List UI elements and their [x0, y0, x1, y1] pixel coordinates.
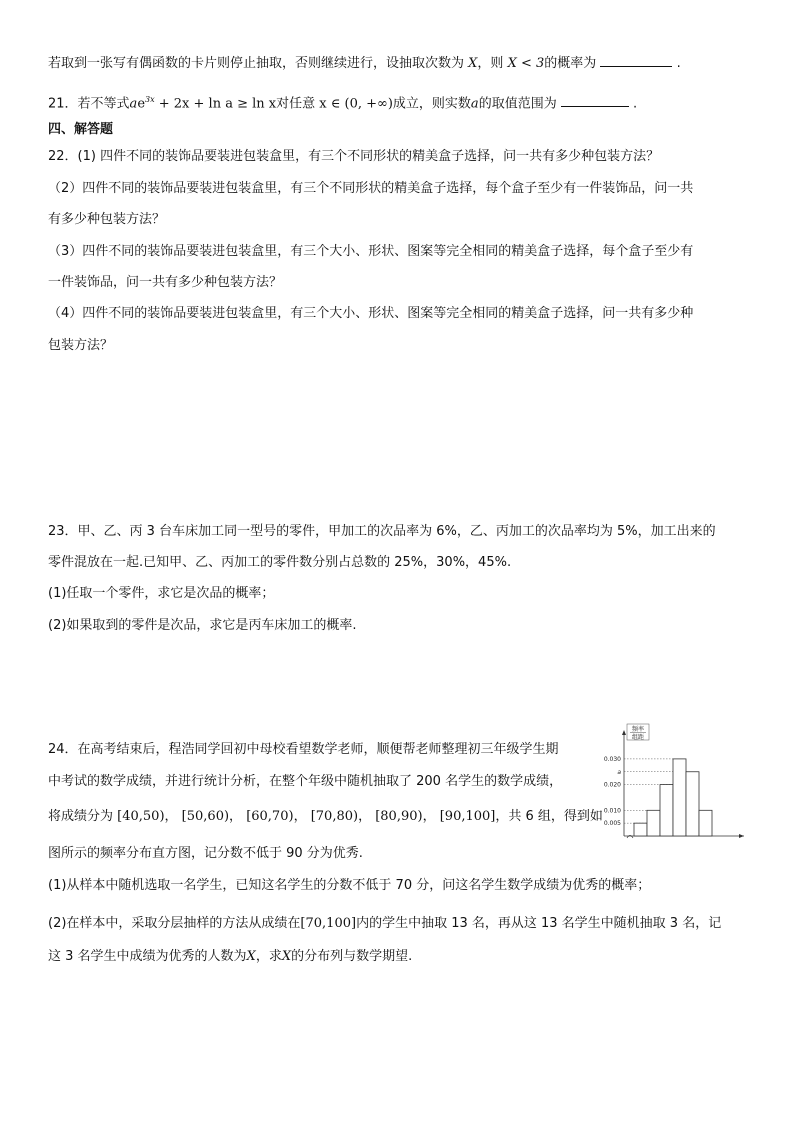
q24-group: [60,70)	[246, 809, 294, 824]
q21-label: 21．若不等式	[48, 96, 130, 112]
q21-ineq-e: e	[137, 96, 146, 112]
histogram-bar	[660, 785, 673, 836]
q21-line	[48, 91, 637, 113]
q21-ineq-a: a	[129, 96, 138, 112]
q24-line3-end: ，共 6 组，得到如	[495, 809, 603, 824]
q24-part2-line2	[48, 948, 412, 966]
q23-part1: (1)任取一个零件，求它是次品的概率；	[48, 586, 275, 601]
q24-group: [50,60)	[181, 809, 230, 824]
q22-part3-line1: （3）四件不同的装饰品要装进包装盒里，有三个大小、形状、图案等完全相同的精美盒子选择，每个盒子至少有	[48, 244, 694, 259]
q24-group: [80,90)	[375, 809, 423, 824]
q24-line3-text: 将成绩分为	[48, 809, 114, 824]
y-tick-label: 0.020	[603, 781, 621, 789]
q24-interval: [70,100]	[300, 916, 357, 931]
q21-ineq-rest: + 2x + ln a ≥ ln x	[158, 96, 277, 112]
y-axis-arrow	[622, 730, 626, 735]
q20-var-x: X	[468, 56, 478, 71]
q24-line4: 图所示的频率分布直方图，记分数不低于 90 分为优秀.	[48, 846, 363, 861]
histogram-bar	[634, 823, 647, 836]
q24-part2-text-b: 内的学生中抽取 13 名，再从这 13 名学生中随机抽取 3 名，记	[356, 916, 722, 931]
q24-group: [70,80)	[310, 809, 359, 824]
q24-group: [90,100]	[439, 809, 496, 824]
q22-part2-line1: （2）四件不同的装饰品要装进包装盒里，有三个不同形状的精美盒子选择，每个盒子至少有一件装饰品，问一共	[48, 181, 694, 196]
y-tick-label: 0.030	[603, 755, 621, 763]
q23-line1: 23．甲、乙、丙 3 台车床加工同一型号的零件，甲加工的次品率为 6%，乙、丙加工的次品率均为 5%，加工出来的	[48, 524, 716, 539]
q24-var-x: X	[281, 949, 292, 964]
y-tick-label: 0.010	[603, 807, 621, 815]
q22-part3-line2: 一件装饰品，问一共有多少种包装方法？	[48, 275, 283, 290]
q21-end: .	[632, 96, 638, 112]
q21-domain: x ∈ (0, +∞)	[319, 96, 393, 112]
q22-part4-line1: （4）四件不同的装饰品要装进包装盒里，有三个大小、形状、图案等完全相同的精美盒子选择，问一共有多少种	[48, 306, 694, 321]
histogram-bar	[699, 810, 712, 836]
q24-group: [40,50)	[117, 809, 165, 824]
q24-part1: (1)从样本中随机选取一名学生，已知这名学生的分数不低于 70 分，问这名学生数学成绩为优秀的概率；	[48, 878, 651, 893]
histogram-bar	[686, 772, 699, 836]
q24-var-x: X	[246, 949, 256, 964]
q20-text-b: ，则	[477, 56, 504, 71]
ylabel-top: 频率	[631, 726, 645, 733]
q24-part2-text-c: 这 3 名学生中成绩为优秀的人数为	[48, 949, 247, 964]
y-tick-label: a	[617, 768, 621, 776]
q24-line3: 将成绩分为 [40,50)， [50,60)， [60,70)， [70,80)， [80,90)， [90,100]，共 6 组，得到如	[48, 809, 603, 824]
section-heading: 四、解答题	[48, 122, 114, 137]
q21-text-c: 成立，则实数	[392, 96, 471, 112]
ylabel-bottom: 组距	[631, 734, 645, 741]
x-axis-arrow	[739, 834, 744, 838]
q21-answer-blank[interactable]	[561, 94, 629, 107]
q23-line2: 零件混放在一起.已知甲、乙、丙加工的零件数分别占总数的 25%，30%，45%.	[48, 555, 512, 570]
q21-ineq-exp: 3x	[145, 95, 155, 104]
q20-answer-blank[interactable]	[600, 54, 672, 67]
histogram-bar	[673, 759, 686, 836]
q23-part2: (2)如果取到的零件是次品，求它是丙车床加工的概率.	[48, 618, 357, 633]
y-tick-label: 0.005	[603, 820, 621, 828]
q20-text-c: 的概率为	[544, 56, 597, 71]
q22-part4-line2: 包装方法？	[48, 338, 114, 353]
q21-text-d: 的取值范围为	[478, 96, 557, 112]
q21-text-b: 对任意	[276, 96, 316, 112]
q24-part2-text-e: 的分布列与数学期望.	[291, 949, 413, 964]
q22-part1: 22．(1) 四件不同的装饰品要装进包装盒里，有三个不同形状的精美盒子选择，问一共有多少种包装方法？	[48, 149, 660, 164]
q20-end: .	[676, 56, 681, 71]
histogram-bar	[647, 810, 660, 836]
q21-var-a: a	[470, 96, 479, 112]
q20-line	[48, 54, 681, 73]
q20-text: 若取到一张写有偶函数的卡片则停止抽取，否则继续进行，设抽取次数为	[48, 56, 465, 71]
q24-line2: 中考试的数学成绩，并进行统计分析，在整个年级中随机抽取了 200 名学生的数学成绩，	[48, 774, 563, 789]
frequency-histogram	[598, 722, 746, 840]
q20-expr: X < 3	[507, 56, 545, 71]
q24-part2-text-d: ，求	[255, 949, 282, 964]
q24-line1: 24．在高考结束后，程浩同学回初中母校看望数学老师，顺便帮老师整理初三年级学生期	[48, 742, 559, 757]
q24-part2-text: (2)在样本中，采取分层抽样的方法从成绩在	[48, 916, 301, 931]
q22-part2-line2: 有多少种包装方法？	[48, 212, 166, 227]
q24-part2-line1	[48, 915, 721, 933]
